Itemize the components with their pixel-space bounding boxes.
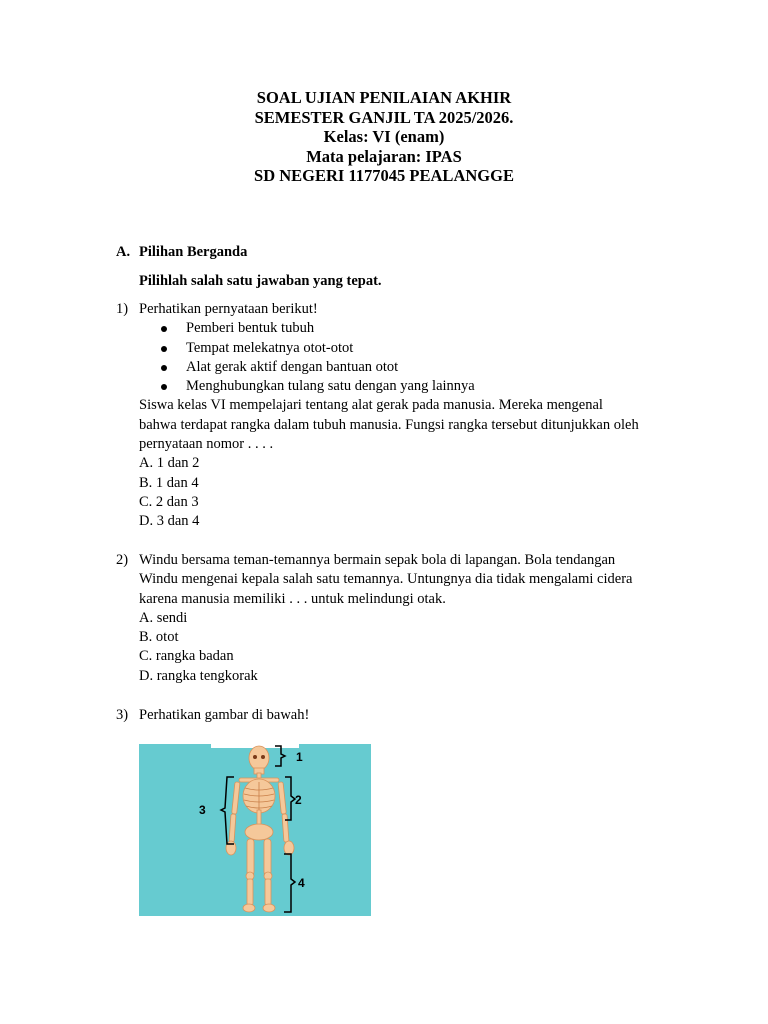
figure-label-3: 3 xyxy=(199,803,206,817)
statement-list xyxy=(139,319,684,396)
question-text-line: Windu bersama teman-temannya bermain sepak bola di lapangan. Bola tendangan xyxy=(139,552,616,568)
header-class: Kelas: VI (enam) xyxy=(323,127,445,146)
answer-option-a: A. sendi xyxy=(139,609,188,626)
answer-option-b: B. otot xyxy=(139,629,179,646)
section-heading xyxy=(116,244,247,261)
section-number: A. xyxy=(116,244,131,260)
header-school: SD NEGERI 1177045 PEALANGGE xyxy=(254,166,514,185)
skeleton-illustration xyxy=(139,744,371,916)
answer-option-d: D. 3 dan 4 xyxy=(139,513,200,530)
question-text-line: Windu mengenai kepala salah satu temannya. Untungnya dia tidak mengalami cidera xyxy=(139,571,633,588)
answer-option-c: C. rangka badan xyxy=(139,648,234,665)
figure-label-1: 1 xyxy=(296,750,303,764)
skeleton-figure xyxy=(139,744,371,916)
section-title: Pilihan Berganda xyxy=(139,244,248,260)
exam-header xyxy=(0,88,768,186)
list-item: Pemberi bentuk tubuh xyxy=(139,319,684,338)
figure-label-2: 2 xyxy=(295,793,302,807)
bullet-icon xyxy=(161,365,167,371)
question-text-line: karena manusia memiliki . . . untuk melindungi otak. xyxy=(139,590,446,607)
bullet-icon xyxy=(161,384,167,390)
list-item: Menghubungkan tulang satu dengan yang lainnya xyxy=(139,377,684,396)
header-semester: SEMESTER GANJIL TA 2025/2026. xyxy=(254,107,514,127)
answer-option-a: A. 1 dan 2 xyxy=(139,455,200,472)
answer-option-c: C. 2 dan 3 xyxy=(139,493,199,510)
list-item: Alat gerak aktif dengan bantuan otot xyxy=(139,358,684,377)
question-text-line: Siswa kelas VI mempelajari tentang alat gerak pada manusia. Mereka mengenal xyxy=(139,397,603,414)
question-lead: Perhatikan pernyataan berikut! xyxy=(139,301,318,317)
figure-label-4: 4 xyxy=(298,876,305,890)
list-item: Tempat melekatnya otot-otot xyxy=(139,339,684,358)
answer-option-b: B. 1 dan 4 xyxy=(139,474,199,491)
section-instruction: Pilihlah salah satu jawaban yang tepat. xyxy=(139,273,382,289)
header-subject: Mata pelajaran: IPAS xyxy=(306,146,462,166)
question-number: 3) xyxy=(116,707,129,723)
bullet-icon xyxy=(161,326,167,332)
question-text-line: bahwa terdapat rangka dalam tubuh manusia. Fungsi rangka tersebut ditunjukkan oleh xyxy=(139,416,639,433)
question-text-line: pernyataan nomor . . . . xyxy=(139,436,274,453)
question-number: 1) xyxy=(116,301,129,317)
bullet-icon xyxy=(161,346,167,352)
question-lead: Perhatikan gambar di bawah! xyxy=(139,707,310,723)
header-title: SOAL UJIAN PENILAIAN AKHIR xyxy=(256,88,512,107)
question-number: 2) xyxy=(116,552,129,568)
answer-option-d: D. rangka tengkorak xyxy=(139,667,258,684)
